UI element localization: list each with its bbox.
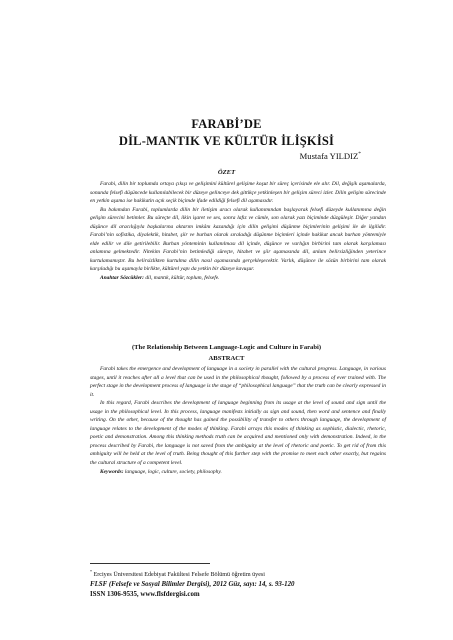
author-name xyxy=(300,151,361,161)
turkish-abstract xyxy=(90,180,386,283)
turkish-paragraph-2: Bu bakımdan Farabi, toplumlarda dilin bir iletişim aracı olarak kullanımından başlayarak felsefi düzeyde kullanımına değin gelişim sürecini betimler. Bu süreçte dil, ilkin işaret ve ses, sonra lafız ve cümle, son olarak yazı biçiminde düzgüleşir. Diğer yandan düşünce dil aracılığıyla başkalarına aktarım imkânı kazandığı için dilin gelişimi düşünme biçimlerinin gelişimi ile de ilgilidir. Farabi’nin sofistika, diyalektik, hitabet, şiir ve burhan olarak sıraladığı düşünme biçimleri içinde hakikat ancak burhan yöntemiyle elde edilir ve dile getirilebilir. Burhan yönteminin kullanılması dil içinde, düşünce ve varlığın birbirini tam olarak karşılaması anlamına gelmektedir. Nitekim Farabi’nin betimlediği süreçte, hitabet ve şiir aşamasında dil, anlam belirsizliğinden yeterince kurtulamamıştır. Bu belirsizlikten kurtulma dilin nasıl aşamasında gerçekleşecektir. Varlık, düşünce ile sözün birbirini tam olarak karşıladığı bu aşamayla birlikte, kültürel yapı da yetkin bir düzeye kavuşur. xyxy=(90,206,386,273)
english-title: (The Relationship Between Language-Logic and Culture in Farabi) xyxy=(131,344,322,351)
issn-line: ISSN 1306-9535, www.flsfdergisi.com xyxy=(90,591,200,598)
english-paragraph-1: Farabi takes the emergence and development of language in a society in parallel with the cultural progress. Language, in various stages, until it reaches after all a level that can be used in the philosophical thought, followed by a process of ever trained with. The perfect stage in the development process of language is the stage of “philosophical language” that the truth can be clearly expressed in it. xyxy=(90,366,386,398)
footnote-mark: * xyxy=(90,569,92,574)
footnote-affiliation xyxy=(90,569,265,578)
english-keywords-label: Keywords: xyxy=(100,468,124,475)
english-keywords xyxy=(90,468,386,477)
turkish-keywords xyxy=(90,274,386,283)
footnote-divider xyxy=(90,563,210,564)
ozet-heading: ÖZET xyxy=(217,169,236,176)
english-keywords-text: language, logic, culture, society, philosophy. xyxy=(123,468,222,475)
turkish-keywords-text: dil, mantık, kültür, toplum, felsefe. xyxy=(143,275,220,282)
abstract-heading: ABSTRACT xyxy=(208,355,245,362)
turkish-paragraph-1: Farabi, dilin bir toplumda ortaya çıkışı ve gelişimini kültürel gelişime koşut bir süreç içerisinde ele alır. Dil, değişik aşamalarda, sonunda felsefi düşüncede kullanılabilecek bir düzeye gelinceye dek gittikçe yetkinleşen bir gelişim süreci izler. Dilin gelişim sürecinde en yetkin aşama ise hakikatin açık seçik biçimde ifade edildiği felsefi dil aşamasıdır. xyxy=(90,181,386,205)
author-footnote-mark: * xyxy=(358,151,361,158)
paper-title-line1: FARABİ’DE xyxy=(191,117,262,131)
journal-citation: FLSF (Felsefe ve Sosyal Bilimler Dergisi), 2012 Güz, sayı: 14, s. 93-120 xyxy=(90,581,295,588)
english-abstract xyxy=(90,365,386,476)
paper-title-line2: DİL-MANTIK VE KÜLTÜR İLİŞKİSİ xyxy=(118,134,335,148)
author-text: Mustafa YILDIZ xyxy=(299,151,359,161)
turkish-keywords-label: Anahtar Sözcükler: xyxy=(100,275,144,282)
footnote-affiliation-text: Erciyes Üniversitesi Edebiyat Fakültesi Felsefe Bölümü öğretim üyesi xyxy=(92,572,265,579)
english-paragraph-2: In this regard, Farabi describes the development of language beginning from its usage at the level of sound and sign until the usage in the philosophical level. In this process, language manifests initially as sign and sound, then word and sentence and finally writing. On the other, because of the thought has gained the possibility of transfer to others through language, the development of language relates to the development of the modes of thinking. Farabi arrays this modes of thinking as sophistic, dialectic, rhetoric, poetic and demonstration. Among this thinking methods truth can be acquired and mentioned only with demonstration. Indeed, in the process described by Farabi, the language is not saved from the ambiguity at the level of rhetoric and poetic. To get rid of from this ambiguity will be held at the level of truth. Being thought of this further step with the promise to meet each other exactly, but regains the cultural structure of a competent level. xyxy=(90,400,386,467)
